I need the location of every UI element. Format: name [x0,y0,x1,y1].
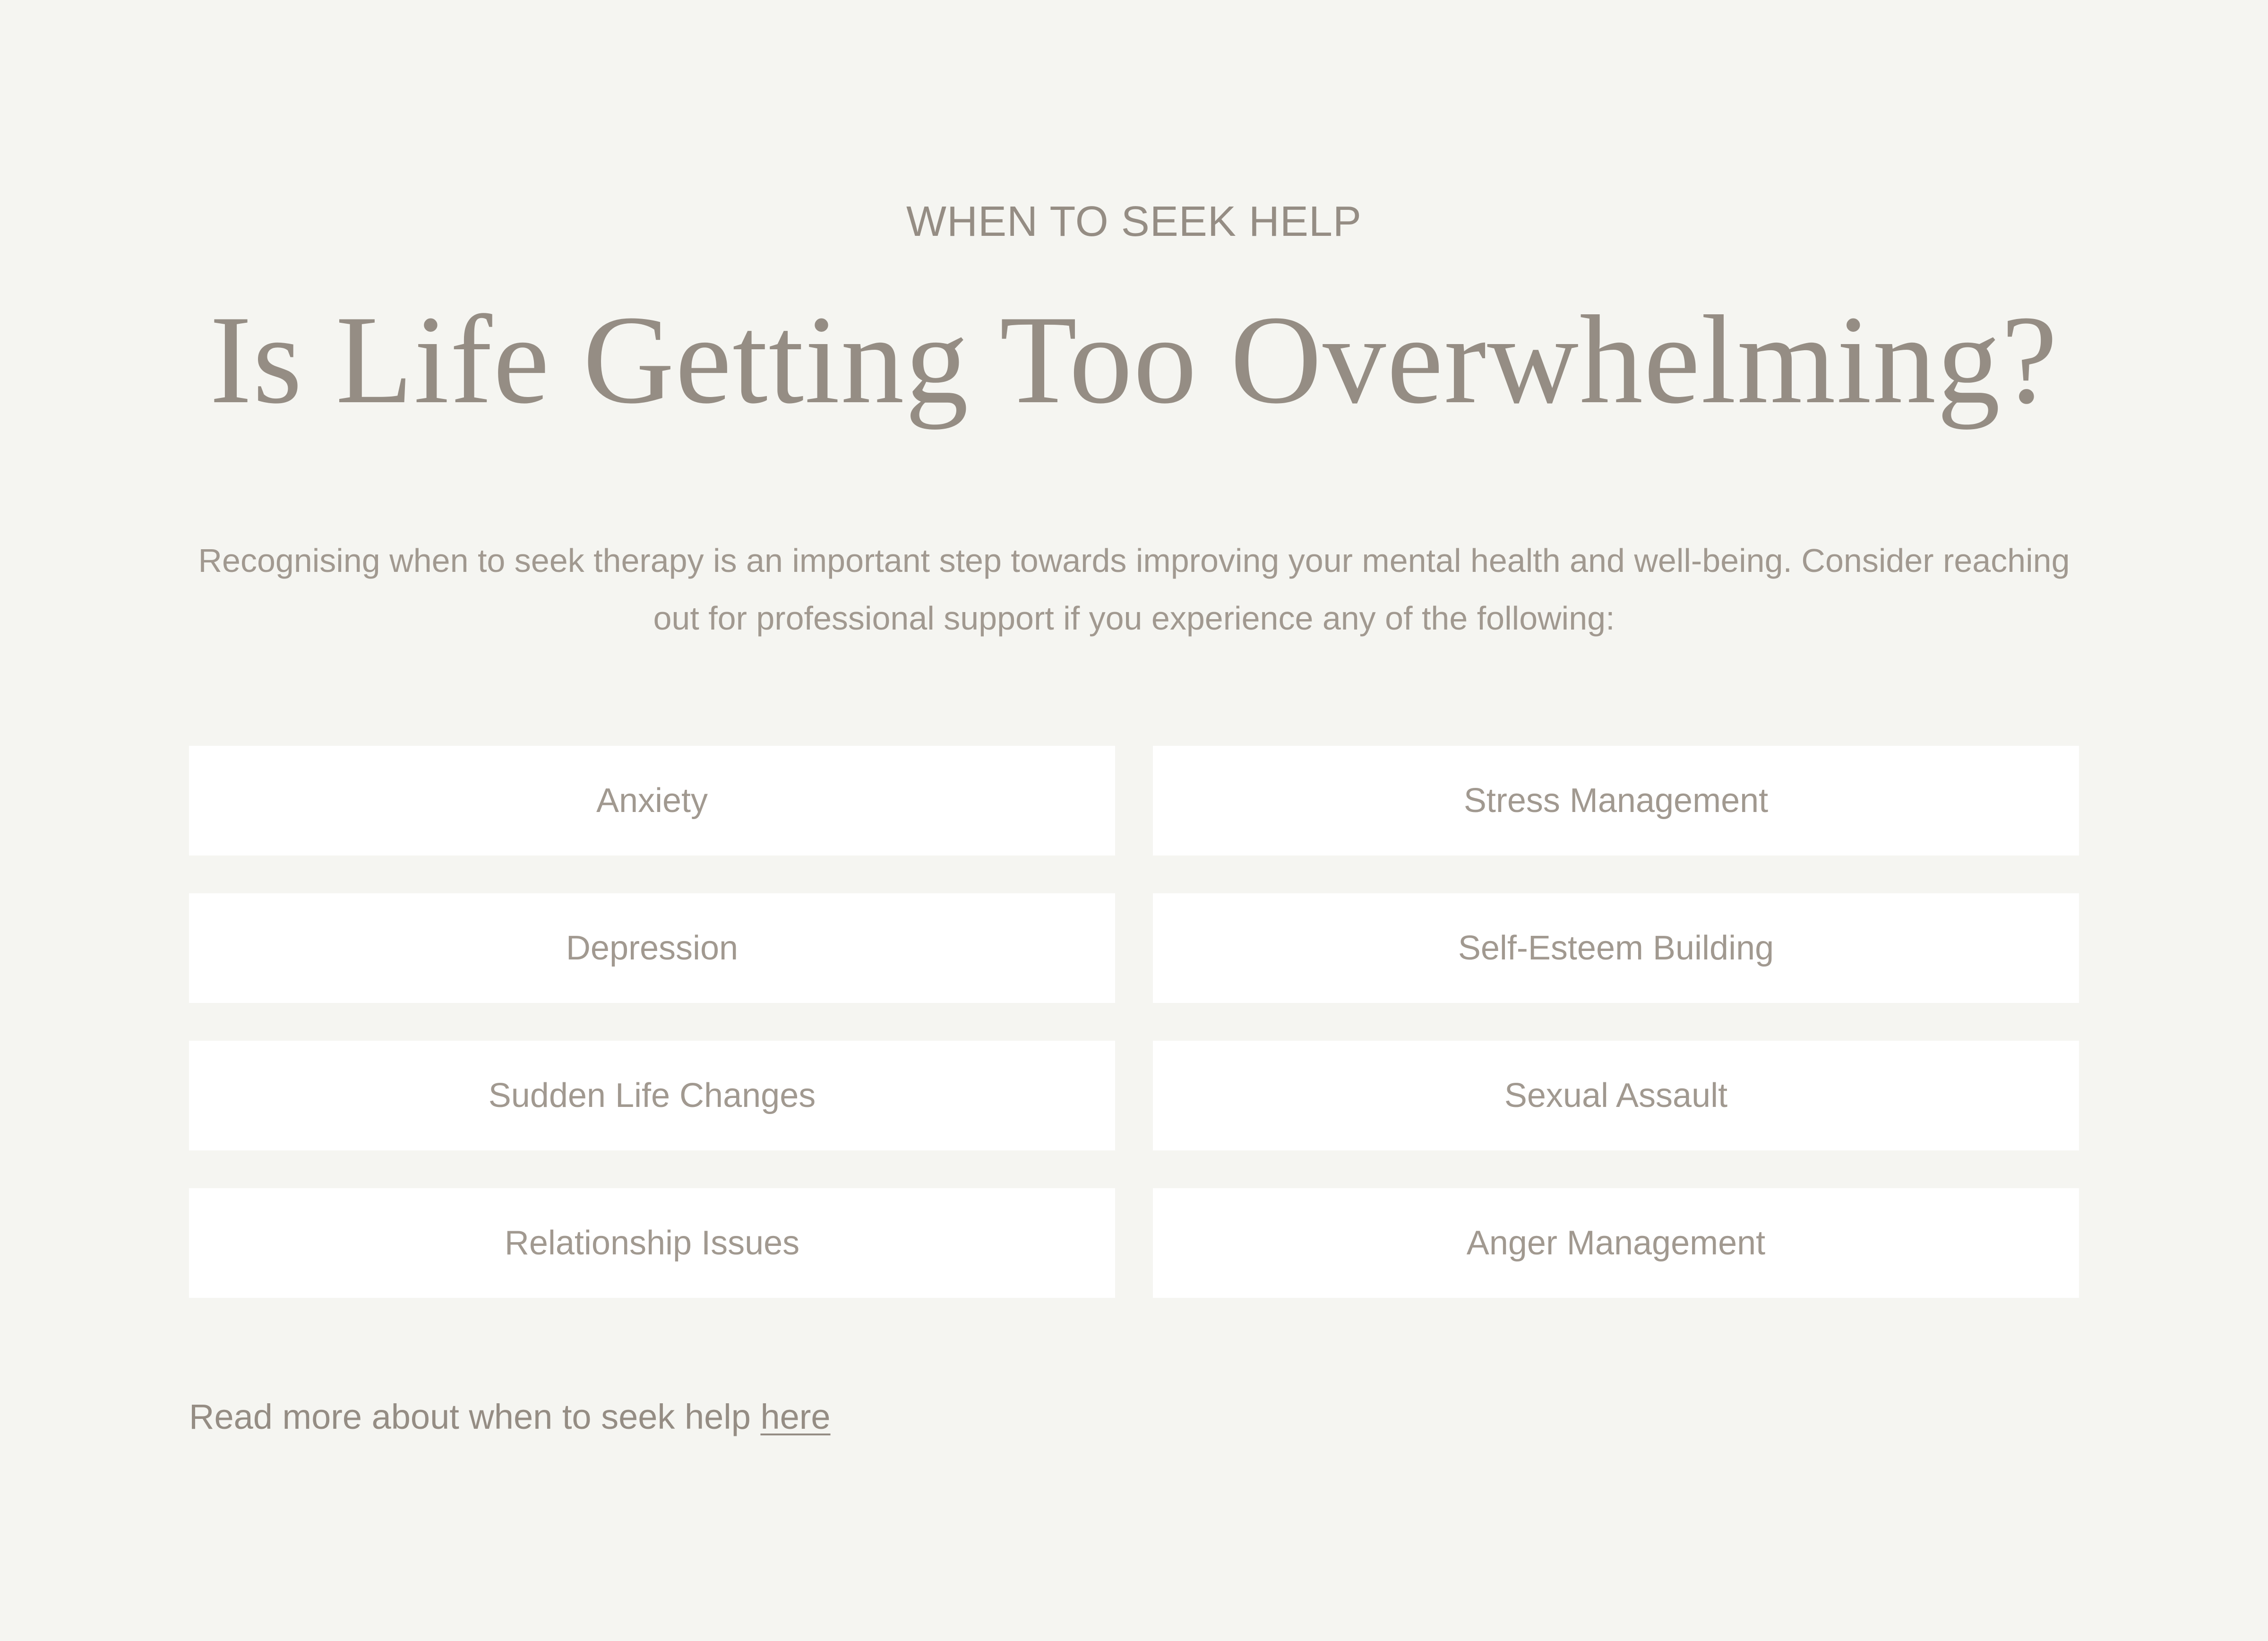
read-more-line [189,1397,831,1437]
read-more-link[interactable]: here [760,1397,831,1436]
read-more-text: Read more about when to seek help [189,1397,761,1436]
issue-card-stress-management[interactable]: Stress Management [1153,746,2079,855]
intro-paragraph: Recognising when to seek therapy is an important step towards improving your mental health and well-being. Consider reaching out for professional support if you experience any of the following: [198,542,2070,637]
issue-card-anxiety[interactable]: Anxiety [189,746,1115,855]
issues-grid [189,746,2079,1298]
issue-card-anger-management[interactable]: Anger Management [1153,1188,2079,1298]
page-title: Is Life Getting Too Overwhelming? [209,289,2059,430]
section-eyebrow: WHEN TO SEEK HELP [906,198,1362,245]
issue-card-relationship-issues[interactable]: Relationship Issues [189,1188,1115,1298]
issue-card-sudden-life-changes[interactable]: Sudden Life Changes [189,1041,1115,1150]
issue-card-depression[interactable]: Depression [189,893,1115,1003]
issue-card-sexual-assault[interactable]: Sexual Assault [1153,1041,2079,1150]
issue-card-self-esteem-building[interactable]: Self-Esteem Building [1153,893,2079,1003]
